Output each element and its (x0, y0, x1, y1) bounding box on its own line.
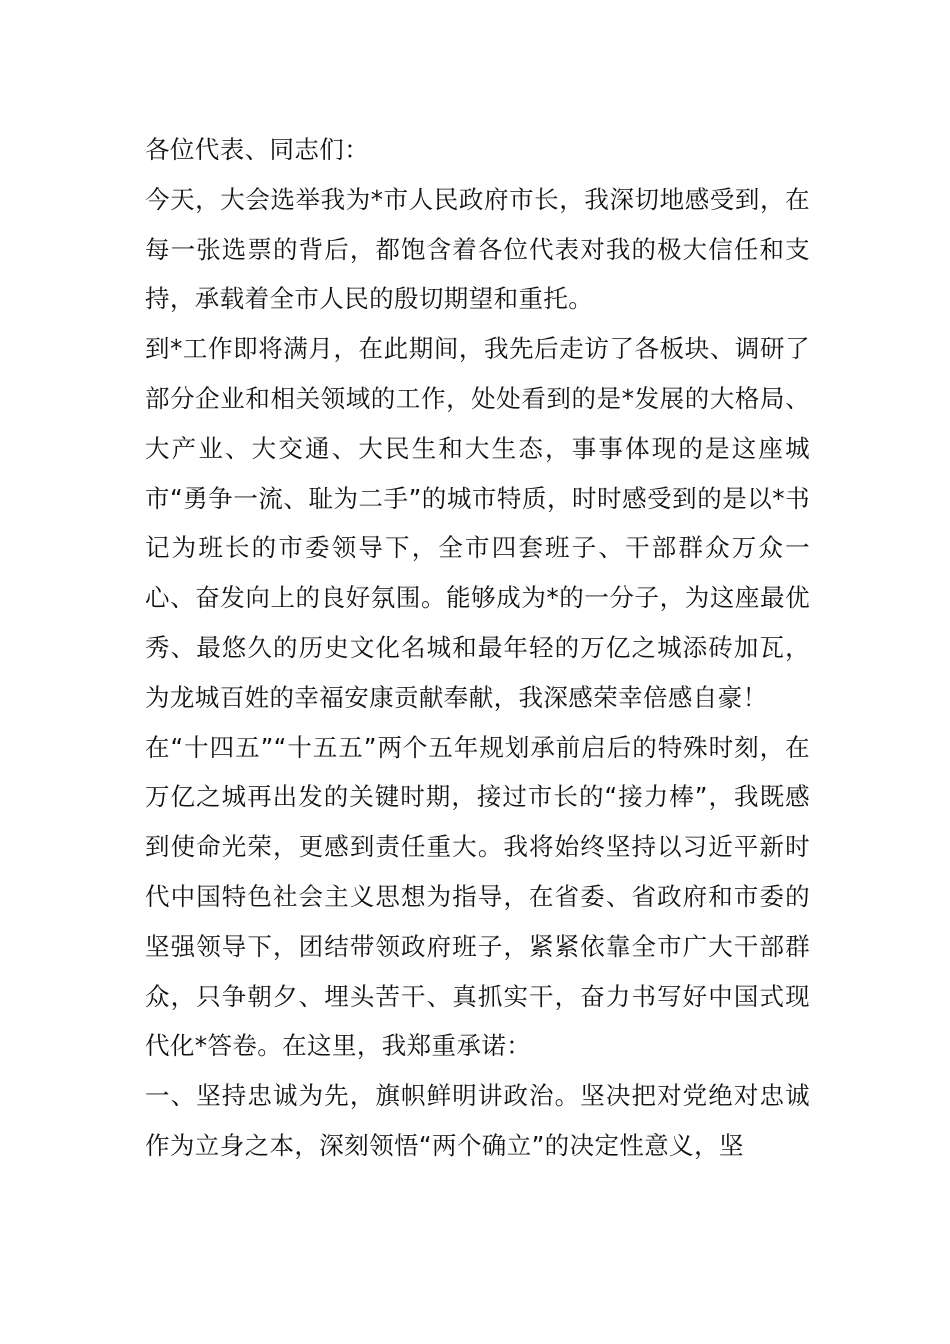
document-page (145, 125, 810, 1171)
paragraph-loyalty: 一、坚持忠诚为先，旗帜鲜明讲政治。坚决把对党绝对忠诚作为立身之本，深刻领悟“两个确立”的决定性意义，坚 (145, 1081, 810, 1160)
salutation: 各位代表、同志们： (145, 135, 370, 164)
paragraph-commitment: 在“十四五”“十五五”两个五年规划承前启后的特殊时刻，在万亿之城再出发的关键时期，接过市长的“接力棒”，我既感到使命光荣，更感到责任重大。我将始终坚持以习近平新时代中国特色社会主义思想为指导，在省委、省政府和市委的坚强领导下，团结带领政府班子，紧紧依靠全市广大干部群众，只争朝夕、埋头苦干、真抓实干，奋力书写好中国式现代化*答卷。在这里，我郑重承诺： (145, 732, 810, 1061)
paragraph-work-impressions: 到*工作即将满月，在此期间，我先后走访了各板块、调研了部分企业和相关领域的工作，处处看到的是*发展的大格局、大产业、大交通、大民生和大生态，事事体现的是这座城市“勇争一流、耻为二手”的城市特质，时时感受到的是以*书记为班长的市委领导下，全市四套班子、干部群众万众一心、奋发向上的良好氛围。能够成为*的一分子，为这座最优秀、最悠久的历史文化名城和最年轻的万亿之城添砖加瓦，为龙城百姓的幸福安康贡献奉献，我深感荣幸倍感自豪！ (145, 334, 810, 712)
paragraph-election: 今天，大会选举我为*市人民政府市长，我深切地感受到，在每一张选票的背后，都饱含着各位代表对我的极大信任和支持，承载着全市人民的殷切期望和重托。 (145, 184, 810, 314)
